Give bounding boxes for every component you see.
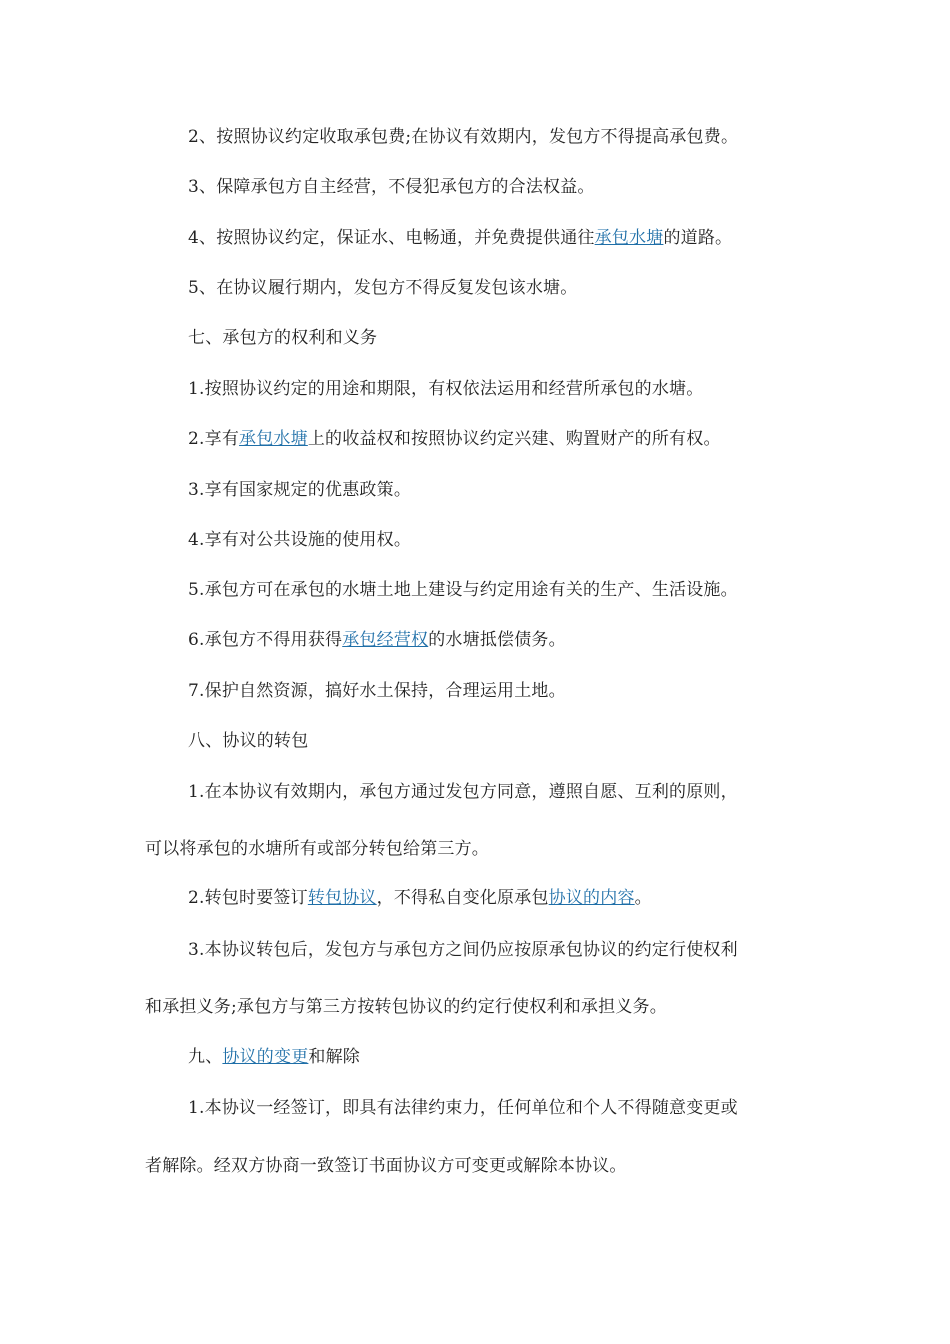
section-heading [188,1045,360,1069]
text-segment: 2.享有 [188,429,240,449]
text-segment: 1.按照协议约定的用途和期限，有权依法运用和经营所承包的水塘。 [188,379,704,399]
text-segment: 的道路。 [663,228,733,248]
inline-link[interactable]: 承包经营权 [342,630,429,650]
text-segment: 上的收益权和按照协议约定兴建、购置财产的所有权。 [307,429,721,449]
paragraph-line [188,276,577,300]
text-segment: 八、协议的转包 [188,731,309,751]
paragraph-line [145,995,667,1019]
paragraph-line [188,578,738,602]
text-segment: 3、保障承包方自主经营，不侵犯承包方的合法权益。 [188,177,595,197]
inline-link[interactable]: 承包水塘 [594,228,664,248]
text-segment: 九、 [188,1047,223,1067]
text-segment: 1.在本协议有效期内，承包方通过发包方同意，遵照自愿、互利的原则， [188,782,738,802]
text-segment: 6.承包方不得用获得 [188,630,343,650]
text-segment: 和解除 [308,1047,361,1067]
text-segment: 可以将承包的水塘所有或部分转包给第三方。 [145,839,489,859]
text-segment: 3.本协议转包后，发包方与承包方之间仍应按原承包协议的约定行使权利 [188,940,738,960]
text-segment: 5.承包方可在承包的水塘土地上建设与约定用途有关的生产、生活设施。 [188,580,738,600]
inline-link[interactable]: 承包水塘 [239,429,308,449]
section-heading [188,326,377,350]
text-segment: 2.转包时要签订 [188,888,308,908]
paragraph-line [188,628,566,652]
paragraph-line [188,679,566,703]
text-segment: 七、承包方的权利和义务 [188,328,378,348]
text-segment: 4、按照协议约定，保证水、电畅通，并免费提供通往 [188,228,595,248]
text-segment: 7.保护自然资源，搞好水土保持，合理运用土地。 [188,681,566,701]
paragraph-line [145,1154,627,1178]
text-segment: ，不得私自变化原承包 [376,888,549,908]
paragraph-line [188,226,732,250]
inline-link[interactable]: 协议的内容 [548,888,635,908]
paragraph-line [188,427,721,451]
paragraph-line [188,780,738,804]
paragraph-line [188,478,411,502]
paragraph-line [145,837,489,861]
paragraph-line [188,377,703,401]
text-segment: 。 [634,888,652,908]
inline-link[interactable]: 协议的变更 [222,1047,309,1067]
text-segment: 3.享有国家规定的优惠政策。 [188,480,412,500]
text-segment: 和承担义务;承包方与第三方按转包协议的约定行使权利和承担义务。 [145,997,667,1017]
inline-link[interactable]: 转包协议 [307,888,377,908]
paragraph-line [188,175,595,199]
paragraph-line [188,938,738,962]
text-segment: 4.享有对公共设施的使用权。 [188,530,412,550]
paragraph-line [188,125,738,149]
paragraph-line [188,886,652,910]
text-segment: 5、在协议履行期内，发包方不得反复发包该水塘。 [188,278,578,298]
section-heading [188,729,308,753]
text-segment: 者解除。经双方协商一致签订书面协议方可变更或解除本协议。 [145,1156,627,1176]
text-segment: 2、按照协议约定收取承包费;在协议有效期内，发包方不得提高承包费。 [188,127,739,147]
text-segment: 1.本协议一经签订，即具有法律约束力，任何单位和个人不得随意变更或 [188,1098,738,1118]
text-segment: 的水塘抵偿债务。 [428,630,566,650]
paragraph-line [188,1096,738,1120]
paragraph-line [188,528,411,552]
